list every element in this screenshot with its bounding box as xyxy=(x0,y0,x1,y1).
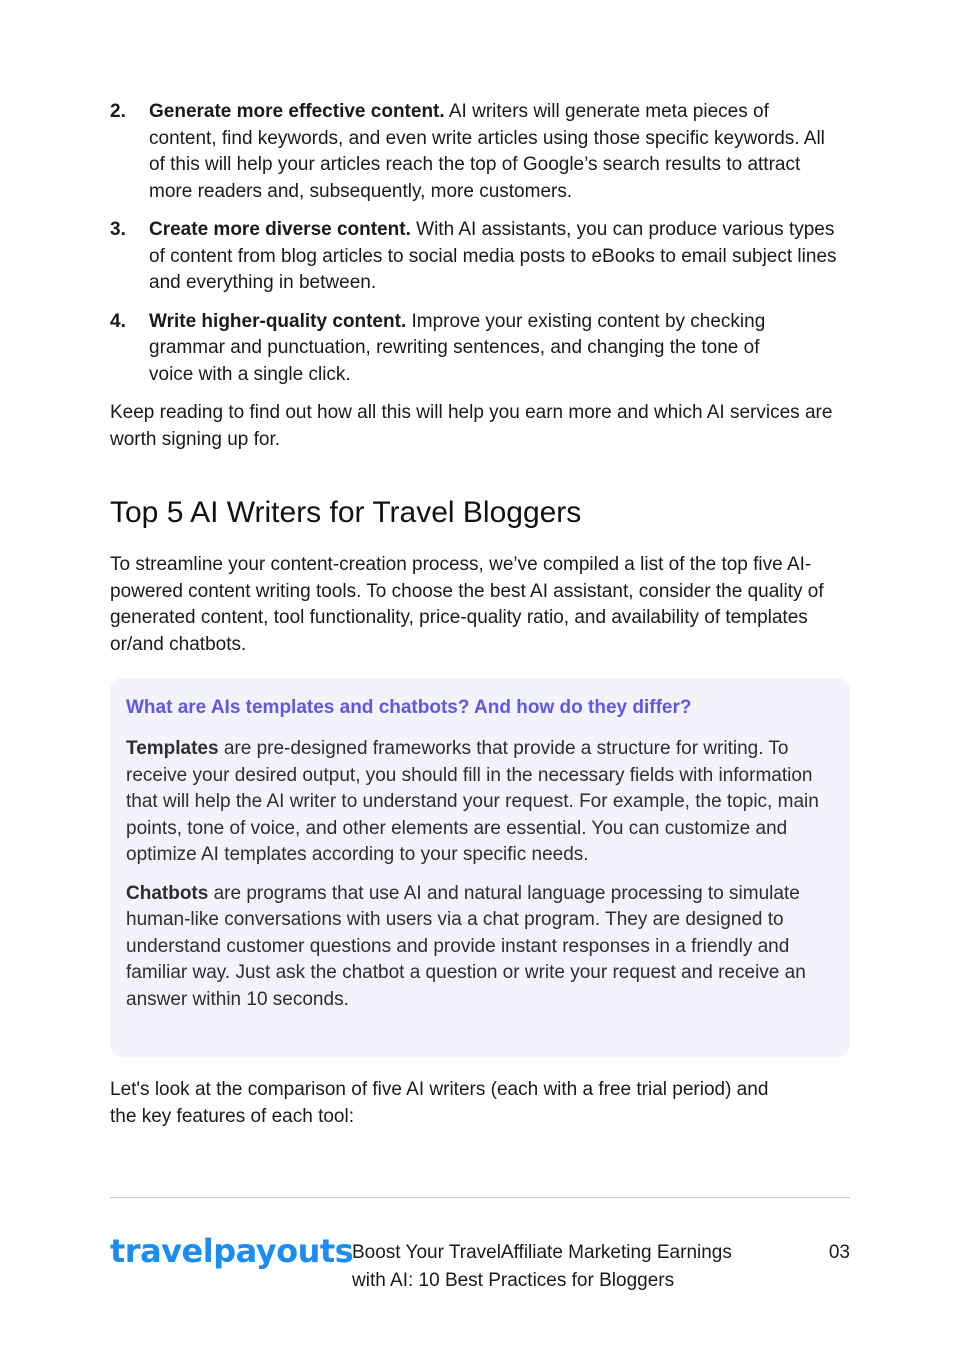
travelpayouts-logo: travelpayouts xyxy=(110,1232,354,1270)
list-item-number: 4. xyxy=(110,310,126,332)
list-item xyxy=(110,99,829,205)
templates-paragraph xyxy=(126,736,826,869)
list-item-text: AI writers will generate meta pieces of content, find keywords, and even write articles using those specific keywords. All of this will help your articles reach the top of Google’s search results to attract more readers and, subsequently, more customers. xyxy=(149,101,825,202)
list-item-lead: Write higher-quality content. xyxy=(149,310,407,332)
section-title: Top 5 AI Writers for Travel Bloggers xyxy=(110,496,582,529)
page-number: 03 xyxy=(828,1242,850,1263)
list-item-lead: Create more diverse content. xyxy=(149,219,411,240)
keep-reading-paragraph: Keep reading to find out how all this will help you earn more and which AI services are worth signing up for. xyxy=(110,402,833,450)
chatbots-paragraph xyxy=(126,881,806,1014)
comparison-intro: Let's look at the comparison of five AI writers (each with a free trial period) and the key features of each tool: xyxy=(110,1079,769,1127)
list-item xyxy=(110,309,809,389)
benefits-list xyxy=(110,99,850,400)
footer-title-line1: Boost Your TravelAffiliate Marketing Earnings xyxy=(352,1242,732,1263)
callout-title: What are AIs templates and chatbots? And how do they differ? xyxy=(126,697,692,718)
callout-box xyxy=(110,678,850,1057)
footer-divider xyxy=(110,1197,850,1198)
list-item-text: With AI assistants, you can produce various types of content from blog articles to social media posts to eBooks to email subject lines and everything in between. xyxy=(149,219,837,293)
list-item-lead: Generate more effective content. xyxy=(149,101,445,122)
list-item xyxy=(110,217,839,297)
chatbots-text: are programs that use AI and natural language processing to simulate human-like conversations with users via a chat program. They are designed to understand customer questions and provide instant responses in a friendly and familiar way. Just ask the chatbot a question or write your request and receive an answer within 10 seconds. xyxy=(126,882,806,1010)
list-item-text: Improve your existing content by checking grammar and punctuation, rewriting sentences, and changing the tone of voice with a single click. xyxy=(149,310,766,385)
list-item-number: 3. xyxy=(110,219,126,240)
footer-title-line2: with AI: 10 Best Practices for Bloggers xyxy=(352,1270,675,1291)
intro-paragraph: To streamline your content-creation process, we’ve compiled a list of the top five AI-powered content writing tools. To choose the best AI assistant, consider the quality of generated content, tool functionality, price-quality ratio, and availability of templates or/and chatbots. xyxy=(110,554,824,655)
footer-document-title xyxy=(352,1239,772,1295)
templates-lead: Templates xyxy=(126,738,219,759)
list-item-number: 2. xyxy=(110,101,126,122)
templates-text: are pre-designed frameworks that provide a structure for writing. To receive your desired output, you should fill in the necessary fields with information that will help the AI writer to understand your request. For example, the topic, main points, tone of voice, and other elements are essential. You can customize and optimize AI templates according to your specific needs. xyxy=(126,738,819,865)
chatbots-lead: Chatbots xyxy=(126,882,209,904)
